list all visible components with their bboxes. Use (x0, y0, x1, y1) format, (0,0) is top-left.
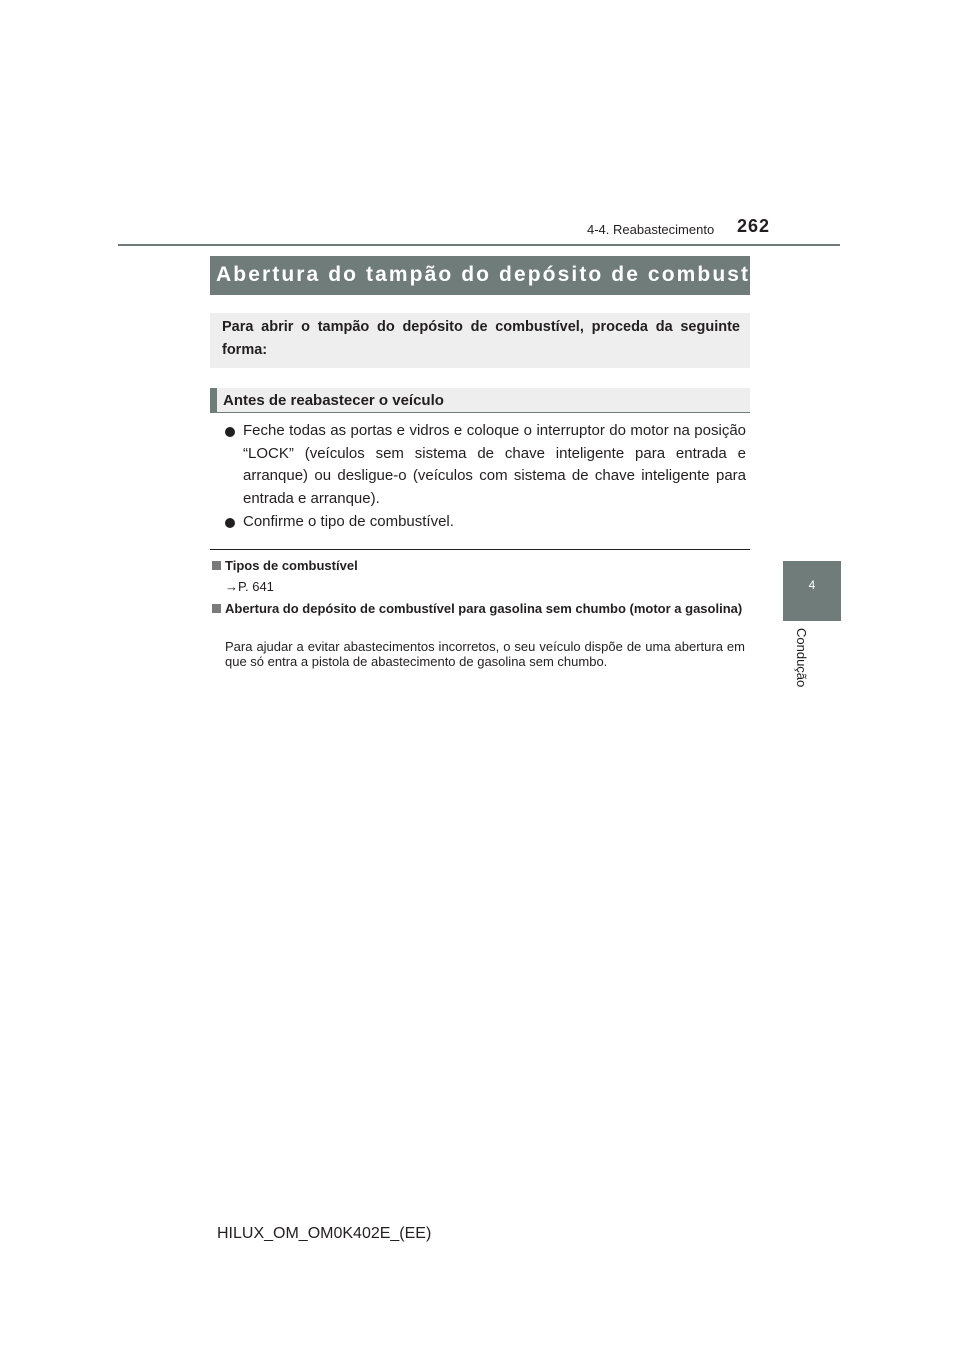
note-body: Para ajudar a evitar abastecimentos incorretos, o seu veículo dispõe de uma abertura em que só entra a pistola de abastecimento de gasolina sem chumbo. (225, 639, 745, 669)
square-bullet-icon (212, 561, 221, 570)
document-code: HILUX_OM_OM0K402E_(EE) (217, 1225, 432, 1242)
subheading: Antes de reabastecer o veículo (223, 392, 444, 409)
note-heading-text: Tipos de combustível (225, 558, 358, 573)
chapter-tab-label: Condução (794, 628, 809, 688)
subheading-underline (210, 412, 750, 413)
note-heading-text: Abertura do depósito de combustível para gasolina sem chumbo (motor a gasolina) (225, 601, 743, 616)
intro-text: Para abrir o tampão do depósito de combustível, proceda da seguinte forma: (222, 319, 740, 358)
square-bullet-icon (212, 604, 221, 613)
subheading-accent-bar (210, 388, 217, 413)
header-divider (118, 244, 840, 246)
bullet-item (224, 511, 746, 534)
page-reference-link[interactable]: →P. 641 (225, 579, 274, 594)
chapter-tab-number: 4 (808, 578, 816, 592)
section-label: 4-4. Reabastecimento (587, 222, 715, 237)
note-heading (212, 601, 752, 616)
note-heading (212, 558, 752, 573)
bullet-text: Confirme o tipo de combustível. (243, 513, 454, 530)
section-title: Abertura do tampão do depósito de combustível (216, 263, 794, 286)
notes-divider (210, 549, 750, 550)
bullet-item (224, 420, 746, 510)
bullet-dot-icon (225, 427, 235, 437)
bullet-dot-icon (225, 518, 235, 528)
bullet-text: Feche todas as portas e vidros e coloque o interruptor do motor na posição “LOCK” (veículos sem sistema de chave inteligente para entrada e arranque) ou desligue-o (veículos com sistema de chave inteligente para entrada e arranque). (243, 422, 746, 507)
page-number: 262 (737, 216, 771, 236)
